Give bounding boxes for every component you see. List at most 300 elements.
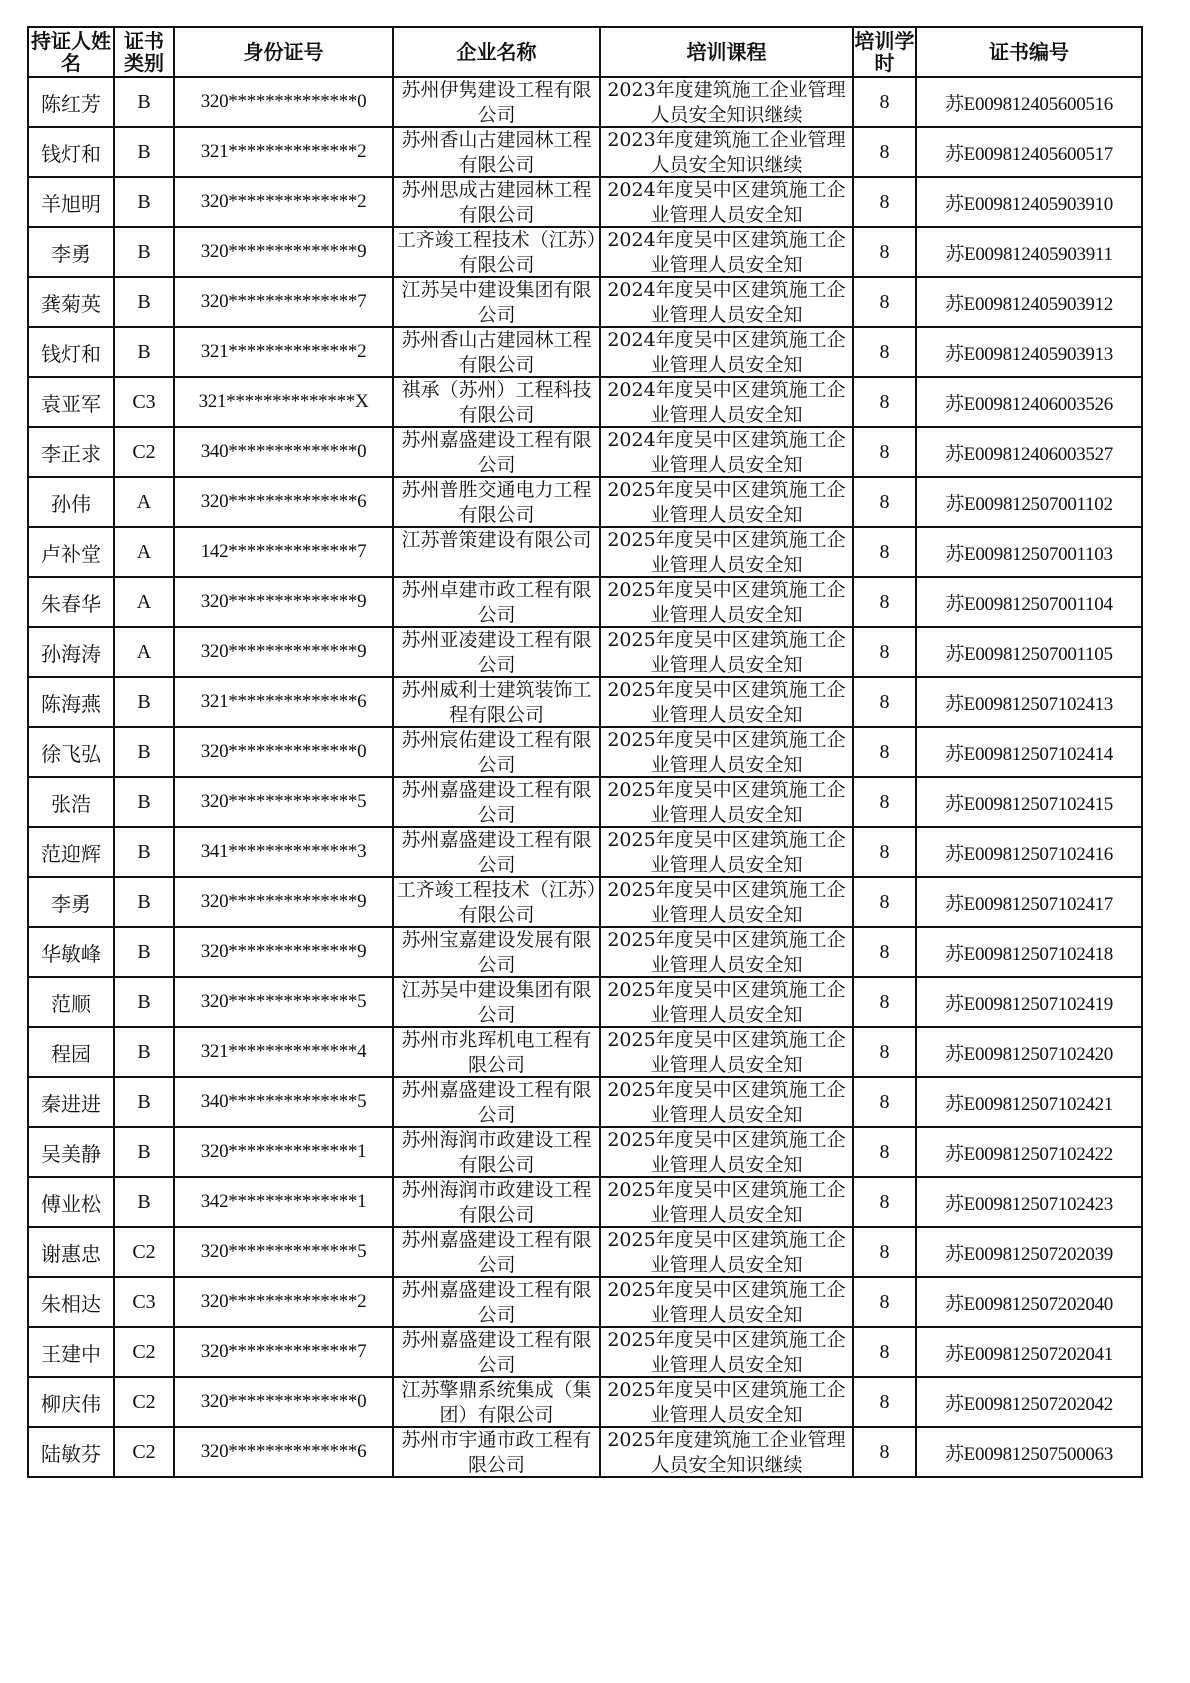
cell-cert-category <box>114 527 174 577</box>
cell-cert-category <box>114 177 174 227</box>
cell-cert-category <box>114 127 174 177</box>
cert-category-text: B <box>137 1140 151 1163</box>
cell-holder-name <box>28 1077 114 1127</box>
cell-cert-number <box>916 227 1142 277</box>
cell-cert-category <box>114 1327 174 1377</box>
company-name-text: 江苏普策建设有限公司 <box>401 529 592 551</box>
id-number-text: 320**************9 <box>200 941 367 962</box>
cert-number-text: 苏E009812507102418 <box>944 943 1113 965</box>
cert-number-text: 苏E009812507001103 <box>945 543 1113 565</box>
id-number-text: 320**************0 <box>200 91 367 112</box>
training-hours-text: 8 <box>879 890 890 913</box>
company-name-text: 苏州市宇通市政工程有限公司 <box>401 1429 592 1476</box>
holder-name-text: 华敏峰 <box>41 941 101 966</box>
cell-id-number <box>174 727 393 777</box>
cell-cert-category <box>114 877 174 927</box>
holder-name-text: 陈红芳 <box>41 91 101 116</box>
cell-id-number <box>174 1327 393 1377</box>
cert-number-text: 苏E009812507102420 <box>944 1043 1113 1065</box>
holder-name-text: 朱春华 <box>41 591 101 616</box>
cell-cert-number <box>916 677 1142 727</box>
training-course-text: 2023年度建筑施工企业管理人员安全知识继续 <box>607 129 846 176</box>
cert-category-text: B <box>137 890 151 913</box>
training-hours-text: 8 <box>879 640 890 663</box>
company-name-text: 苏州香山古建园林工程有限公司 <box>401 129 592 176</box>
id-number-text: 320**************2 <box>200 191 367 212</box>
table-body <box>28 77 1142 1477</box>
cell-holder-name <box>28 927 114 977</box>
cell-cert-number <box>916 727 1142 777</box>
cell-holder-name <box>28 1377 114 1427</box>
cell-cert-number <box>916 77 1142 127</box>
holder-name-text: 王建中 <box>41 1341 101 1366</box>
company-name-text: 苏州嘉盛建设工程有限公司 <box>401 829 592 876</box>
cell-training-hours <box>853 77 916 127</box>
cell-cert-category <box>114 927 174 977</box>
cell-id-number <box>174 1177 393 1227</box>
cell-holder-name <box>28 1427 114 1477</box>
cert-number-text: 苏E009812507102415 <box>944 793 1113 815</box>
header-cert-number: 证书编号 <box>916 27 1142 77</box>
cell-holder-name <box>28 1027 114 1077</box>
cell-holder-name <box>28 77 114 127</box>
cell-training-hours <box>853 927 916 977</box>
id-number-text: 320**************7 <box>200 291 367 312</box>
cell-cert-number <box>916 477 1142 527</box>
cell-id-number <box>174 1377 393 1427</box>
training-course-text: 2025年度吴中区建筑施工企业管理人员安全知 <box>607 1029 846 1076</box>
cell-training-course <box>600 227 853 277</box>
holder-name-text: 卢补堂 <box>41 541 101 566</box>
table-row <box>28 627 1142 677</box>
cell-training-course <box>600 1127 853 1177</box>
cert-category-text: B <box>137 340 151 363</box>
cell-holder-name <box>28 477 114 527</box>
cell-training-course <box>600 627 853 677</box>
holder-name-text: 陈海燕 <box>41 691 101 716</box>
training-hours-text: 8 <box>879 90 890 113</box>
cell-company-name <box>393 877 600 927</box>
table-row <box>28 1377 1142 1427</box>
cell-training-course <box>600 1177 853 1227</box>
holder-name-text: 柳庆伟 <box>41 1391 101 1416</box>
cell-holder-name <box>28 877 114 927</box>
cert-category-text: C2 <box>132 1440 156 1463</box>
table-row <box>28 977 1142 1027</box>
cell-cert-number <box>916 927 1142 977</box>
cert-category-text: B <box>137 1040 151 1063</box>
table-row <box>28 427 1142 477</box>
training-course-text: 2025年度吴中区建筑施工企业管理人员安全知 <box>607 729 846 776</box>
cell-training-course <box>600 1277 853 1327</box>
cell-cert-category <box>114 1077 174 1127</box>
table-row <box>28 577 1142 627</box>
cell-id-number <box>174 1427 393 1477</box>
cell-id-number <box>174 127 393 177</box>
holder-name-text: 钱灯和 <box>41 141 101 166</box>
table-row <box>28 1327 1142 1377</box>
cell-holder-name <box>28 177 114 227</box>
cert-category-text: C2 <box>132 1240 156 1263</box>
company-name-text: 苏州嘉盛建设工程有限公司 <box>401 779 592 826</box>
cell-cert-category <box>114 227 174 277</box>
cert-category-text: A <box>136 540 152 563</box>
cell-training-hours <box>853 777 916 827</box>
cell-cert-number <box>916 1077 1142 1127</box>
cell-cert-number <box>916 427 1142 477</box>
holder-name-text: 袁亚军 <box>41 391 101 416</box>
table-row <box>28 177 1142 227</box>
cell-training-hours <box>853 1327 916 1377</box>
training-hours-text: 8 <box>879 940 890 963</box>
cell-training-course <box>600 977 853 1027</box>
company-name-text: 江苏吴中建设集团有限公司 <box>401 979 592 1026</box>
cert-category-text: B <box>137 990 151 1013</box>
training-course-text: 2025年度吴中区建筑施工企业管理人员安全知 <box>607 929 846 976</box>
cert-number-text: 苏E009812507202041 <box>944 1343 1113 1365</box>
cert-number-text: 苏E009812405903910 <box>944 193 1113 215</box>
cell-company-name <box>393 1127 600 1177</box>
cell-holder-name <box>28 1327 114 1377</box>
cert-category-text: B <box>137 840 151 863</box>
cell-company-name <box>393 127 600 177</box>
cell-training-course <box>600 527 853 577</box>
cell-training-course <box>600 1377 853 1427</box>
id-number-text: 340**************5 <box>200 1091 367 1112</box>
holder-name-text: 谢惠忠 <box>41 1241 101 1266</box>
cell-cert-number <box>916 1427 1142 1477</box>
cert-number-text: 苏E009812507102417 <box>944 893 1113 915</box>
cell-cert-number <box>916 127 1142 177</box>
company-name-text: 苏州海润市政建设工程有限公司 <box>401 1179 592 1226</box>
cell-cert-number <box>916 1127 1142 1177</box>
cell-company-name <box>393 577 600 627</box>
header-training-course: 培训课程 <box>600 27 853 77</box>
cell-company-name <box>393 377 600 427</box>
cell-training-course <box>600 77 853 127</box>
id-number-text: 142**************7 <box>200 541 367 562</box>
table-row <box>28 1027 1142 1077</box>
holder-name-text: 钱灯和 <box>41 341 101 366</box>
cell-training-hours <box>853 1077 916 1127</box>
table-row <box>28 377 1142 427</box>
cell-company-name <box>393 227 600 277</box>
cell-holder-name <box>28 427 114 477</box>
cell-id-number <box>174 427 393 477</box>
cell-company-name <box>393 1177 600 1227</box>
company-name-text: 苏州亚凌建设工程有限公司 <box>401 629 592 676</box>
cell-company-name <box>393 1277 600 1327</box>
cell-training-hours <box>853 1277 916 1327</box>
cell-company-name <box>393 1227 600 1277</box>
cell-holder-name <box>28 1227 114 1277</box>
cell-cert-number <box>916 1027 1142 1077</box>
company-name-text: 苏州嘉盛建设工程有限公司 <box>401 1329 592 1376</box>
cert-category-text: A <box>136 590 152 613</box>
company-name-text: 江苏吴中建设集团有限公司 <box>401 279 592 326</box>
cell-training-hours <box>853 977 916 1027</box>
cell-cert-category <box>114 827 174 877</box>
holder-name-text: 傅业松 <box>41 1191 101 1216</box>
table-row <box>28 1277 1142 1327</box>
cert-category-text: B <box>137 290 151 313</box>
cell-id-number <box>174 777 393 827</box>
cell-cert-category <box>114 327 174 377</box>
id-number-text: 320**************9 <box>200 241 367 262</box>
id-number-text: 320**************5 <box>200 791 367 812</box>
holder-name-text: 孙伟 <box>51 491 91 516</box>
training-course-text: 2025年度吴中区建筑施工企业管理人员安全知 <box>607 779 846 826</box>
training-course-text: 2025年度吴中区建筑施工企业管理人员安全知 <box>607 1079 846 1126</box>
cell-holder-name <box>28 1127 114 1177</box>
table-row <box>28 877 1142 927</box>
cell-id-number <box>174 1277 393 1327</box>
cert-number-text: 苏E009812507001105 <box>945 643 1113 665</box>
company-name-text: 苏州海润市政建设工程有限公司 <box>401 1129 592 1176</box>
training-hours-text: 8 <box>879 1190 890 1213</box>
cell-company-name <box>393 527 600 577</box>
cell-company-name <box>393 327 600 377</box>
cell-cert-category <box>114 1177 174 1227</box>
training-hours-text: 8 <box>879 240 890 263</box>
cell-id-number <box>174 377 393 427</box>
cell-company-name <box>393 627 600 677</box>
table-header-row <box>28 27 1142 77</box>
cell-training-course <box>600 1077 853 1127</box>
id-number-text: 320**************0 <box>200 741 367 762</box>
cell-cert-category <box>114 77 174 127</box>
cell-training-course <box>600 277 853 327</box>
training-hours-text: 8 <box>879 1140 890 1163</box>
holder-name-text: 秦进进 <box>41 1091 101 1116</box>
id-number-text: 340**************0 <box>200 441 367 462</box>
holder-name-text: 张浩 <box>51 791 91 816</box>
id-number-text: 320**************6 <box>200 1441 367 1462</box>
cell-cert-category <box>114 277 174 327</box>
id-number-text: 321**************6 <box>200 691 367 712</box>
cert-number-text: 苏E009812507202040 <box>944 1293 1113 1315</box>
company-name-text: 苏州伊隽建设工程有限公司 <box>401 79 592 126</box>
cell-holder-name <box>28 677 114 727</box>
cell-training-hours <box>853 377 916 427</box>
company-name-text: 苏州嘉盛建设工程有限公司 <box>401 1079 592 1126</box>
cert-category-text: B <box>137 790 151 813</box>
cell-cert-category <box>114 677 174 727</box>
cell-holder-name <box>28 327 114 377</box>
training-course-text: 2024年度吴中区建筑施工企业管理人员安全知 <box>607 329 846 376</box>
header-id-number: 身份证号 <box>174 27 393 77</box>
table-row <box>28 1227 1142 1277</box>
cell-id-number <box>174 227 393 277</box>
cell-training-course <box>600 577 853 627</box>
company-name-text: 苏州嘉盛建设工程有限公司 <box>401 1279 592 1326</box>
cert-category-text: B <box>137 940 151 963</box>
table-row <box>28 527 1142 577</box>
cell-holder-name <box>28 127 114 177</box>
training-hours-text: 8 <box>879 840 890 863</box>
cell-cert-category <box>114 1427 174 1477</box>
cell-cert-category <box>114 477 174 527</box>
table-row <box>28 677 1142 727</box>
cell-holder-name <box>28 777 114 827</box>
cert-number-text: 苏E009812507102414 <box>944 743 1113 765</box>
training-course-text: 2023年度建筑施工企业管理人员安全知识继续 <box>607 79 846 126</box>
table-row <box>28 477 1142 527</box>
cert-category-text: C3 <box>132 390 156 413</box>
cell-id-number <box>174 177 393 227</box>
header-holder-name: 持证人姓名 <box>28 27 114 77</box>
cert-number-text: 苏E009812507102416 <box>944 843 1113 865</box>
holder-name-text: 龚菊英 <box>41 291 101 316</box>
cell-cert-number <box>916 1227 1142 1277</box>
cell-training-course <box>600 377 853 427</box>
cell-holder-name <box>28 727 114 777</box>
cell-id-number <box>174 1127 393 1177</box>
cert-number-text: 苏E009812405600517 <box>944 143 1113 165</box>
holder-name-text: 孙海涛 <box>41 641 101 666</box>
table-row <box>28 1177 1142 1227</box>
cell-training-hours <box>853 127 916 177</box>
table-row <box>28 127 1142 177</box>
training-hours-text: 8 <box>879 1090 890 1113</box>
holder-name-text: 朱相达 <box>41 1291 101 1316</box>
cert-number-text: 苏E009812507102421 <box>944 1093 1113 1115</box>
training-course-text: 2025年度吴中区建筑施工企业管理人员安全知 <box>607 529 846 576</box>
cert-category-text: C2 <box>132 440 156 463</box>
cell-cert-number <box>916 627 1142 677</box>
company-name-text: 苏州卓建市政工程有限公司 <box>401 579 592 626</box>
cell-training-hours <box>853 177 916 227</box>
table-row <box>28 727 1142 777</box>
cell-id-number <box>174 477 393 527</box>
cert-category-text: B <box>137 240 151 263</box>
cell-training-course <box>600 927 853 977</box>
training-hours-text: 8 <box>879 490 890 513</box>
cell-cert-category <box>114 977 174 1027</box>
header-company-name: 企业名称 <box>393 27 600 77</box>
training-course-text: 2024年度吴中区建筑施工企业管理人员安全知 <box>607 179 846 226</box>
company-name-text: 苏州宝嘉建设发展有限公司 <box>401 929 592 976</box>
cert-category-text: B <box>137 690 151 713</box>
cell-id-number <box>174 877 393 927</box>
training-hours-text: 8 <box>879 140 890 163</box>
cell-training-hours <box>853 1127 916 1177</box>
training-course-text: 2024年度吴中区建筑施工企业管理人员安全知 <box>607 229 846 276</box>
cell-cert-number <box>916 1327 1142 1377</box>
id-number-text: 320**************7 <box>200 1341 367 1362</box>
cell-cert-category <box>114 627 174 677</box>
cell-company-name <box>393 1327 600 1377</box>
training-hours-text: 8 <box>879 1290 890 1313</box>
cell-training-course <box>600 177 853 227</box>
holder-name-text: 徐飞弘 <box>41 741 101 766</box>
cell-company-name <box>393 177 600 227</box>
id-number-text: 321**************X <box>198 391 369 412</box>
cell-training-hours <box>853 327 916 377</box>
cell-cert-number <box>916 827 1142 877</box>
cert-number-text: 苏E009812507102422 <box>944 1143 1113 1165</box>
id-number-text: 320**************5 <box>200 1241 367 1262</box>
cell-id-number <box>174 827 393 877</box>
cell-id-number <box>174 527 393 577</box>
cert-category-text: B <box>137 190 151 213</box>
cell-cert-category <box>114 377 174 427</box>
cert-number-text: 苏E009812507202039 <box>944 1243 1113 1265</box>
company-name-text: 苏州思成古建园林工程有限公司 <box>401 179 592 226</box>
company-name-text: 工齐竣工程技术（江苏）有限公司 <box>396 229 597 276</box>
cell-training-hours <box>853 1027 916 1077</box>
cell-cert-number <box>916 277 1142 327</box>
training-course-text: 2025年度吴中区建筑施工企业管理人员安全知 <box>607 1129 846 1176</box>
cell-company-name <box>393 1027 600 1077</box>
cert-number-text: 苏E009812507102419 <box>944 993 1113 1015</box>
cell-cert-number <box>916 377 1142 427</box>
cell-holder-name <box>28 227 114 277</box>
cell-cert-category <box>114 727 174 777</box>
cert-number-text: 苏E009812405600516 <box>944 93 1113 115</box>
cell-training-hours <box>853 677 916 727</box>
id-number-text: 320**************9 <box>200 891 367 912</box>
cell-id-number <box>174 1227 393 1277</box>
cell-cert-number <box>916 1277 1142 1327</box>
cell-training-course <box>600 1327 853 1377</box>
cell-holder-name <box>28 1177 114 1227</box>
id-number-text: 320**************1 <box>200 1141 367 1162</box>
cell-holder-name <box>28 527 114 577</box>
cell-training-course <box>600 727 853 777</box>
company-name-text: 苏州香山古建园林工程有限公司 <box>401 329 592 376</box>
table-row <box>28 227 1142 277</box>
cert-number-text: 苏E009812507500063 <box>944 1443 1113 1465</box>
id-number-text: 320**************9 <box>200 641 367 662</box>
training-hours-text: 8 <box>879 590 890 613</box>
cell-training-hours <box>853 1427 916 1477</box>
cell-training-hours <box>853 477 916 527</box>
cell-cert-number <box>916 327 1142 377</box>
cell-training-hours <box>853 877 916 927</box>
cell-cert-number <box>916 1377 1142 1427</box>
id-number-text: 320**************0 <box>200 1391 367 1412</box>
holder-name-text: 李勇 <box>51 891 91 916</box>
training-course-text: 2024年度吴中区建筑施工企业管理人员安全知 <box>607 429 846 476</box>
cell-holder-name <box>28 377 114 427</box>
training-course-text: 2025年度吴中区建筑施工企业管理人员安全知 <box>607 579 846 626</box>
table-row <box>28 277 1142 327</box>
cell-company-name <box>393 1077 600 1127</box>
training-course-text: 2024年度吴中区建筑施工企业管理人员安全知 <box>607 379 846 426</box>
id-number-text: 320**************6 <box>200 491 367 512</box>
cert-category-text: A <box>136 640 152 663</box>
cert-category-text: B <box>137 140 151 163</box>
cell-company-name <box>393 1427 600 1477</box>
cell-cert-number <box>916 527 1142 577</box>
cert-number-text: 苏E009812405903913 <box>944 343 1113 365</box>
cell-cert-category <box>114 1227 174 1277</box>
training-course-text: 2025年度吴中区建筑施工企业管理人员安全知 <box>607 979 846 1026</box>
training-hours-text: 8 <box>879 540 890 563</box>
cell-company-name <box>393 77 600 127</box>
cell-cert-category <box>114 777 174 827</box>
table-row <box>28 327 1142 377</box>
cell-company-name <box>393 477 600 527</box>
cell-id-number <box>174 1027 393 1077</box>
id-number-text: 320**************5 <box>200 991 367 1012</box>
training-course-text: 2025年度吴中区建筑施工企业管理人员安全知 <box>607 829 846 876</box>
cell-training-hours <box>853 827 916 877</box>
training-hours-text: 8 <box>879 790 890 813</box>
cell-company-name <box>393 927 600 977</box>
cert-number-text: 苏E009812507001104 <box>945 593 1113 615</box>
